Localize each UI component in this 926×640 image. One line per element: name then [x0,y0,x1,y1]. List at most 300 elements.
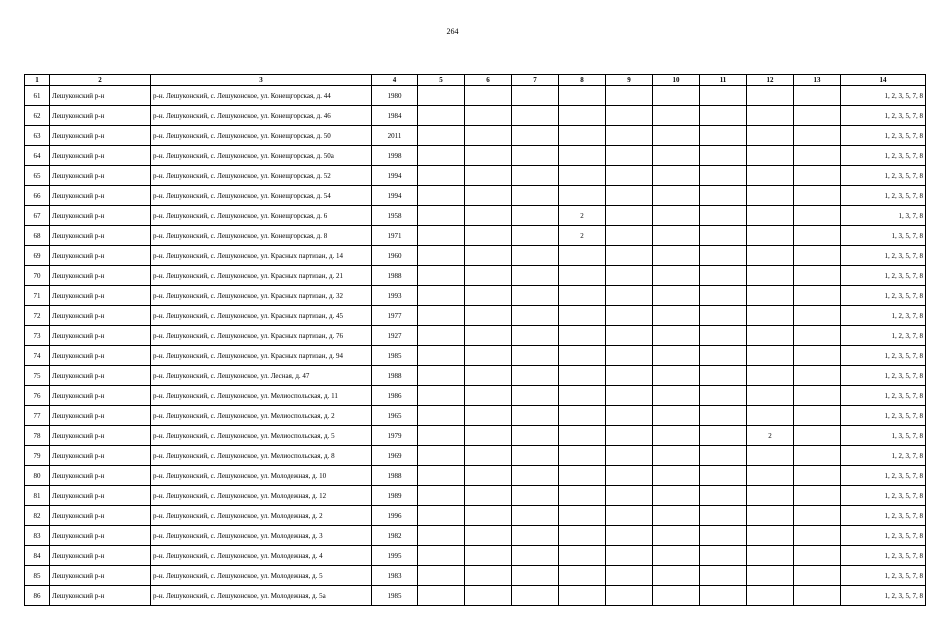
value-cell [512,266,559,286]
row-number-cell: 82 [25,506,50,526]
district-cell: Лешуконский р-н [50,186,151,206]
year-cell: 2011 [372,126,418,146]
value-cell [653,386,700,406]
row-number-cell: 64 [25,146,50,166]
table-row [25,246,926,266]
year-cell: 1988 [372,266,418,286]
value-cell [418,386,465,406]
value-cell [559,426,606,446]
value-cell [465,346,512,366]
value-cell [700,326,747,346]
value-cell [700,186,747,206]
district-cell: Лешуконский р-н [50,446,151,466]
value-cell [653,486,700,506]
address-text: р-н. Лешуконский, с. Лешуконское, ул. Красных партизан, д. 14 [153,251,344,260]
value-cell [512,286,559,306]
codes-cell: 1, 2, 3, 5, 7, 8 [841,346,926,366]
district-cell: Лешуконский р-н [50,146,151,166]
value-cell [606,106,653,126]
value-cell [747,106,794,126]
value-cell [700,166,747,186]
value-cell [794,346,841,366]
value-cell [418,306,465,326]
address-text: р-н. Лешуконский, с. Лешуконское, ул. Мелиоспольская, д. 5 [153,431,335,440]
value-cell [606,146,653,166]
year-cell: 1971 [372,226,418,246]
codes-cell: 1, 2, 3, 5, 7, 8 [841,486,926,506]
value-cell [465,566,512,586]
table-row [25,186,926,206]
district-cell: Лешуконский р-н [50,306,151,326]
value-cell [606,406,653,426]
value-cell [559,266,606,286]
address-cell [151,486,372,506]
district-cell: Лешуконский р-н [50,386,151,406]
value-cell [512,226,559,246]
value-cell [606,586,653,606]
value-cell: 2 [559,226,606,246]
value-cell [465,266,512,286]
value-cell [747,366,794,386]
table-row [25,266,926,286]
value-cell [418,186,465,206]
value-cell: 2 [747,426,794,446]
value-cell [418,346,465,366]
value-cell [653,546,700,566]
value-cell [700,106,747,126]
column-header: 3 [151,75,372,86]
value-cell [700,286,747,306]
address-cell [151,406,372,426]
value-cell [747,326,794,346]
value-cell [418,486,465,506]
table-body [25,86,926,606]
row-number-cell: 69 [25,246,50,266]
value-cell [512,106,559,126]
value-cell [559,286,606,306]
address-text: р-н. Лешуконский, с. Лешуконское, ул. Красных партизан, д. 94 [153,351,344,360]
value-cell [653,566,700,586]
year-cell: 1988 [372,366,418,386]
value-cell [606,306,653,326]
year-cell: 1969 [372,446,418,466]
value-cell [653,126,700,146]
value-cell [794,566,841,586]
value-cell [700,226,747,246]
table-row [25,566,926,586]
codes-cell: 1, 2, 3, 5, 7, 8 [841,386,926,406]
value-cell [559,106,606,126]
column-header: 5 [418,75,465,86]
address-text: р-н. Лешуконский, с. Лешуконское, ул. Мелиоспольская, д. 8 [153,451,335,460]
value-cell [794,286,841,306]
value-cell [512,126,559,146]
value-cell [606,286,653,306]
table-row [25,166,926,186]
value-cell [418,126,465,146]
value-cell [606,206,653,226]
table-row [25,126,926,146]
address-cell [151,446,372,466]
address-text: р-н. Лешуконский, с. Лешуконское, ул. Молодежная, д. 5 [153,571,323,580]
value-cell [559,466,606,486]
value-cell [512,186,559,206]
address-cell [151,286,372,306]
year-cell: 1994 [372,186,418,206]
column-header: 7 [512,75,559,86]
value-cell [700,426,747,446]
value-cell [794,306,841,326]
value-cell [794,546,841,566]
value-cell [465,386,512,406]
value-cell [794,386,841,406]
value-cell [465,546,512,566]
value-cell [559,86,606,106]
value-cell [653,466,700,486]
address-text: р-н. Лешуконский, с. Лешуконское, ул. Конещгорская, д. 44 [153,91,331,100]
value-cell [512,586,559,606]
address-text: р-н. Лешуконский, с. Лешуконское, ул. Красных партизан, д. 45 [153,311,344,320]
value-cell [653,426,700,446]
codes-cell: 1, 2, 3, 5, 7, 8 [841,186,926,206]
address-cell [151,226,372,246]
address-text: р-н. Лешуконский, с. Лешуконское, ул. Лесная, д. 47 [153,371,310,380]
year-cell: 1994 [372,166,418,186]
value-cell [747,246,794,266]
value-cell [700,466,747,486]
value-cell [653,366,700,386]
value-cell [747,86,794,106]
table-row [25,506,926,526]
value-cell [653,586,700,606]
value-cell [653,246,700,266]
district-cell: Лешуконский р-н [50,406,151,426]
value-cell [700,146,747,166]
address-cell [151,326,372,346]
value-cell [465,486,512,506]
value-cell [418,226,465,246]
value-cell [512,566,559,586]
district-cell: Лешуконский р-н [50,166,151,186]
codes-cell: 1, 2, 3, 5, 7, 8 [841,526,926,546]
column-header: 12 [747,75,794,86]
value-cell [794,426,841,446]
value-cell [418,366,465,386]
value-cell [747,286,794,306]
row-number-cell: 74 [25,346,50,366]
address-cell [151,246,372,266]
value-cell [559,546,606,566]
district-cell: Лешуконский р-н [50,126,151,146]
row-number-cell: 79 [25,446,50,466]
value-cell [653,86,700,106]
value-cell [747,266,794,286]
address-cell [151,346,372,366]
value-cell [465,426,512,446]
codes-cell: 1, 3, 5, 7, 8 [841,226,926,246]
value-cell [794,206,841,226]
row-number-cell: 83 [25,526,50,546]
year-cell: 1996 [372,506,418,526]
table-row [25,326,926,346]
value-cell [606,526,653,546]
value-cell [559,506,606,526]
address-cell [151,386,372,406]
district-cell: Лешуконский р-н [50,526,151,546]
address-cell [151,526,372,546]
value-cell [700,566,747,586]
value-cell [559,186,606,206]
value-cell [700,546,747,566]
value-cell [512,466,559,486]
district-cell: Лешуконский р-н [50,486,151,506]
value-cell [512,506,559,526]
table-row [25,346,926,366]
value-cell [418,106,465,126]
value-cell [653,186,700,206]
value-cell [606,386,653,406]
year-cell: 1995 [372,546,418,566]
value-cell [465,166,512,186]
year-cell: 1980 [372,86,418,106]
value-cell [653,326,700,346]
address-cell [151,86,372,106]
row-number-cell: 68 [25,226,50,246]
table-row [25,426,926,446]
value-cell [794,266,841,286]
value-cell [606,506,653,526]
value-cell [747,146,794,166]
value-cell [512,366,559,386]
value-cell [700,306,747,326]
year-cell: 1984 [372,106,418,126]
value-cell [747,566,794,586]
value-cell [465,186,512,206]
column-header: 2 [50,75,151,86]
column-header: 8 [559,75,606,86]
district-cell: Лешуконский р-н [50,566,151,586]
row-number-cell: 73 [25,326,50,346]
codes-cell: 1, 3, 5, 7, 8 [841,426,926,446]
address-text: р-н. Лешуконский, с. Лешуконское, ул. Конещгорская, д. 46 [153,111,331,120]
table-row [25,406,926,426]
codes-cell: 1, 2, 3, 5, 7, 8 [841,86,926,106]
district-cell: Лешуконский р-н [50,546,151,566]
district-cell: Лешуконский р-н [50,426,151,446]
value-cell [653,306,700,326]
value-cell [653,226,700,246]
value-cell [559,146,606,166]
district-cell: Лешуконский р-н [50,466,151,486]
header-row [25,75,926,86]
value-cell [794,586,841,606]
value-cell [512,206,559,226]
year-cell: 1927 [372,326,418,346]
row-number-cell: 84 [25,546,50,566]
value-cell [653,106,700,126]
table-row [25,106,926,126]
year-cell: 1965 [372,406,418,426]
value-cell [418,406,465,426]
value-cell [606,426,653,446]
address-text: р-н. Лешуконский, с. Лешуконское, ул. Молодежная, д. 4 [153,551,323,560]
year-cell: 1983 [372,566,418,586]
value-cell [512,446,559,466]
value-cell [465,586,512,606]
row-number-cell: 81 [25,486,50,506]
address-text: р-н. Лешуконский, с. Лешуконское, ул. Красных партизан, д. 76 [153,331,344,340]
address-text: р-н. Лешуконский, с. Лешуконское, ул. Конещгорская, д. 6 [153,211,328,220]
value-cell [465,106,512,126]
row-number-cell: 80 [25,466,50,486]
address-text: р-н. Лешуконский, с. Лешуконское, ул. Мелиоспольская, д. 2 [153,411,335,420]
table-row [25,366,926,386]
value-cell [559,126,606,146]
year-cell: 1982 [372,526,418,546]
codes-cell: 1, 2, 3, 5, 7, 8 [841,246,926,266]
value-cell [700,586,747,606]
value-cell [794,406,841,426]
value-cell [700,446,747,466]
value-cell [512,86,559,106]
table-row [25,306,926,326]
value-cell [794,366,841,386]
value-cell [559,386,606,406]
value-cell [653,526,700,546]
value-cell [559,586,606,606]
district-cell: Лешуконский р-н [50,226,151,246]
value-cell [653,346,700,366]
row-number-cell: 85 [25,566,50,586]
year-cell: 1985 [372,346,418,366]
address-text: р-н. Лешуконский, с. Лешуконское, ул. Красных партизан, д. 32 [153,291,344,300]
row-number-cell: 86 [25,586,50,606]
year-cell: 1993 [372,286,418,306]
value-cell [606,446,653,466]
value-cell [465,86,512,106]
address-text: р-н. Лешуконский, с. Лешуконское, ул. Конещгорская, д. 50а [153,151,334,160]
district-cell: Лешуконский р-н [50,346,151,366]
value-cell [653,446,700,466]
value-cell [418,206,465,226]
column-header: 11 [700,75,747,86]
address-text: р-н. Лешуконский, с. Лешуконское, ул. Конещгорская, д. 52 [153,171,331,180]
value-cell [465,466,512,486]
value-cell [512,306,559,326]
value-cell [512,486,559,506]
value-cell [465,446,512,466]
address-cell [151,426,372,446]
value-cell [418,286,465,306]
codes-cell: 1, 2, 3, 7, 8 [841,326,926,346]
row-number-cell: 61 [25,86,50,106]
table-row [25,226,926,246]
value-cell [465,406,512,426]
value-cell [559,486,606,506]
column-header: 10 [653,75,700,86]
table-row [25,446,926,466]
value-cell [465,126,512,146]
value-cell [794,126,841,146]
district-cell: Лешуконский р-н [50,86,151,106]
table-row [25,286,926,306]
value-cell [794,86,841,106]
district-cell: Лешуконский р-н [50,286,151,306]
district-cell: Лешуконский р-н [50,206,151,226]
address-text: р-н. Лешуконский, с. Лешуконское, ул. Конещгорская, д. 8 [153,231,328,240]
column-header: 1 [25,75,50,86]
value-cell [606,546,653,566]
address-text: р-н. Лешуконский, с. Лешуконское, ул. Молодежная, д. 2 [153,511,323,520]
value-cell [465,506,512,526]
value-cell [747,526,794,546]
value-cell [653,166,700,186]
year-cell: 1989 [372,486,418,506]
column-header: 14 [841,75,926,86]
table-row [25,146,926,166]
table-row [25,386,926,406]
year-cell: 1998 [372,146,418,166]
value-cell [606,326,653,346]
codes-cell: 1, 2, 3, 5, 7, 8 [841,286,926,306]
value-cell [512,146,559,166]
value-cell [559,346,606,366]
address-cell [151,166,372,186]
district-cell: Лешуконский р-н [50,326,151,346]
address-cell [151,566,372,586]
value-cell [747,586,794,606]
row-number-cell: 65 [25,166,50,186]
address-text: р-н. Лешуконский, с. Лешуконское, ул. Конещгорская, д. 54 [153,191,331,200]
value-cell [700,126,747,146]
address-text: р-н. Лешуконский, с. Лешуконское, ул. Мелиоспольская, д. 11 [153,391,338,400]
table-row [25,466,926,486]
value-cell [512,406,559,426]
table-row [25,206,926,226]
address-cell [151,266,372,286]
address-cell [151,546,372,566]
value-cell [747,486,794,506]
value-cell [794,326,841,346]
value-cell [606,186,653,206]
value-cell [747,306,794,326]
value-cell [606,486,653,506]
value-cell [418,526,465,546]
value-cell [512,166,559,186]
address-text: р-н. Лешуконский, с. Лешуконское, ул. Красных партизан, д. 21 [153,271,344,280]
value-cell [747,386,794,406]
value-cell [747,126,794,146]
value-cell [606,346,653,366]
codes-cell: 1, 3, 7, 8 [841,206,926,226]
value-cell [418,326,465,346]
year-cell: 1985 [372,586,418,606]
value-cell [794,446,841,466]
column-header: 4 [372,75,418,86]
table-row [25,486,926,506]
address-cell [151,366,372,386]
page-number: 264 [446,27,459,36]
value-cell [606,266,653,286]
value-cell [606,566,653,586]
value-cell [418,466,465,486]
codes-cell: 1, 2, 3, 5, 7, 8 [841,466,926,486]
year-cell: 1986 [372,386,418,406]
table-row [25,586,926,606]
value-cell [653,146,700,166]
value-cell [794,486,841,506]
codes-cell: 1, 2, 3, 5, 7, 8 [841,146,926,166]
